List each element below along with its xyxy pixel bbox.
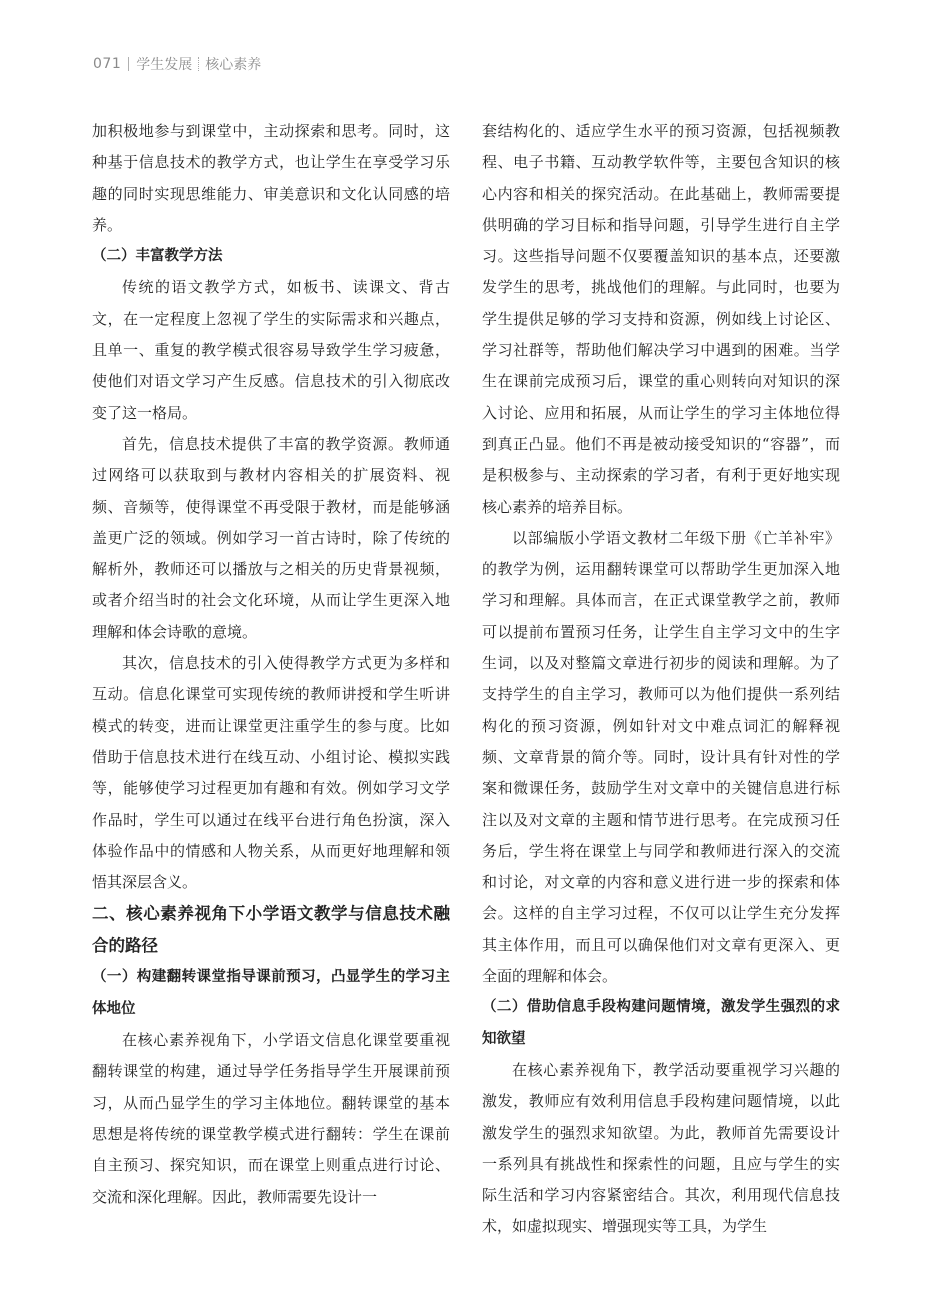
paragraph: 套结构化的、适应学生水平的预习资源，包括视频教程、电子书籍、互动教学软件等，主要包含知识的核心内容和相关的探究活动。在此基础上，教师需要提供明确的学习目标和指导问题，引导学生进行自主学习。这些指导问题不仅要覆盖知识的基本点，还要激发学生的思考，挑战他们的理解。与此同时，也要为学生提供足够的学习支持和资源，例如线上讨论区、学习社群等，帮助他们解决学习中遇到的困难。当学生在课前完成预习后，课堂的重心则转向对知识的深入讨论、应用和拓展，从而让学生的学习主体地位得到真正凸显。他们不再是被动接受知识的“容器”，而是积极参与、主动探索的学习者，有利于更好地实现核心素养的培养目标。: [482, 122, 840, 516]
subsection-heading: （二）丰富教学方法: [92, 248, 223, 265]
paragraph: 加积极地参与到课堂中，主动探索和思考。同时，这种基于信息技术的教学方式，也让学生在享受学习乐趣的同时实现思维能力、审美意识和文化认同感的培养。: [92, 122, 450, 234]
left-column: [92, 116, 450, 1213]
paragraph: 传统的语文教学方式，如板书、读课文、背古文，在一定程度上忽视了学生的实际需求和兴趣点，且单一、重复的教学模式很容易导致学生学习疲惫，使他们对语文学习产生反感。信息技术的引入彻底改变了这一格局。: [92, 278, 450, 422]
subsection-heading: （一）构建翻转课堂指导课前预习，凸显学生的学习主体地位: [92, 969, 450, 1017]
paragraph: 在核心素养视角下，小学语文信息化课堂要重视翻转课堂的构建，通过导学任务指导学生开展课前预习，从而凸显学生的学习主体地位。翻转课堂的基本思想是将传统的课堂教学模式进行翻转：学生在课前自主预习、探究知识，而在课堂上则重点进行讨论、交流和深化理解。因此，教师需要先设计一: [92, 1031, 450, 1206]
paragraph: 在核心素养视角下，教学活动要重视学习兴趣的激发，教师应有效利用信息手段构建问题情境，以此激发学生的强烈求知欲望。为此，教师首先需要设计一系列具有挑战性和探索性的问题，且应与学生的实际生活和学习内容紧密结合。其次，利用现代信息技术，如虚拟现实、增强现实等工具，为学生: [482, 1060, 840, 1236]
paragraph: 其次，信息技术的引入使得教学方式更为多样和互动。信息化课堂可实现传统的教师讲授和学生听讲模式的转变，进而让课堂更注重学生的参与度。比如借助于信息技术进行在线互动、小组讨论、模拟实践等，能够使学习过程更加有趣和有效。例如学习文学作品时，学生可以通过在线平台进行角色扮演，深入体验作品中的情感和人物关系，从而更好地理解和领悟其深层含义。: [92, 654, 450, 892]
header-section: 学生发展: [136, 57, 193, 73]
header-separator: [128, 57, 129, 71]
paragraph: 首先，信息技术提供了丰富的教学资源。教师通过网络可以获取到与教材内容相关的扩展资料、视频、音频等，使得课堂不再受限于教材，而是能够涵盖更广泛的领域。例如学习一首古诗时，除了传统的解析外，教师还可以播放与之相关的历史背景视频，或者介绍当时的社会文化环境，从而让学生更深入地理解和体会诗歌的意境。: [92, 434, 450, 641]
page-number: 071: [93, 56, 122, 72]
section-heading: 二、核心素养视角下小学语文教学与信息技术融合的路径: [92, 904, 450, 956]
right-column: [482, 116, 840, 1243]
subsection-heading: （二）借助信息手段构建问题情境，激发学生强烈的求知欲望: [482, 999, 840, 1047]
header-subsection: 核心素养: [205, 57, 262, 73]
header-dotted-separator: [198, 57, 199, 71]
running-header: [93, 52, 261, 76]
paragraph: 以部编版小学语文教材二年级下册《亡羊补牢》的教学为例，运用翻转课堂可以帮助学生更加深入地学习和理解。具体而言，在正式课堂教学之前，教师可以提前布置预习任务，让学生自主学习文中的生字生词，以及对整篇文章进行初步的阅读和理解。为了支持学生的自主学习，教师可以为他们提供一系列结构化的预习资源，例如针对文中难点词汇的解释视频、文章背景的简介等。同时，设计具有针对性的学案和微课任务，鼓励学生对文章中的关键信息进行标注以及对文章的主题和情节进行思考。在完成预习任务后，学生将在课堂上与同学和教师进行深入的交流和讨论，对文章的内容和意义进行进一步的探索和体会。这样的自主学习过程，不仅可以让学生充分发挥其主体作用，而且可以确保他们对文章有更深入、更全面的理解和体会。: [482, 528, 840, 986]
